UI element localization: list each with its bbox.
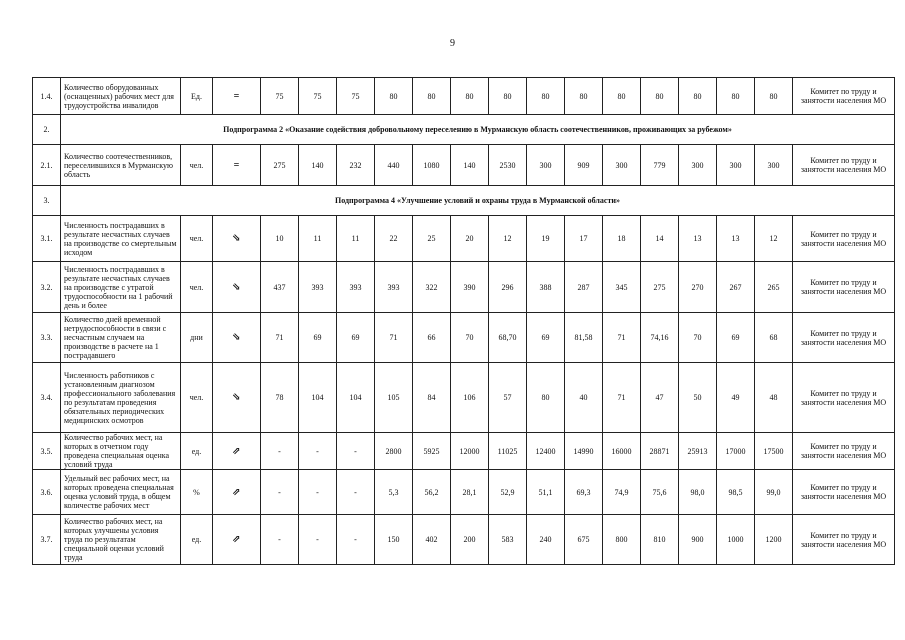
value-cell: 300 bbox=[527, 145, 565, 186]
value-cell: 106 bbox=[451, 363, 489, 433]
value-cell: 50 bbox=[679, 363, 717, 433]
value-cell: 296 bbox=[489, 262, 527, 313]
responsible-cell: Комитет по труду и занятости населения МО bbox=[793, 433, 895, 470]
value-cell: 51,1 bbox=[527, 470, 565, 515]
trend-cell bbox=[213, 216, 261, 262]
subprogram-row bbox=[33, 115, 895, 145]
value-cell: 75 bbox=[337, 78, 375, 115]
table-row bbox=[33, 470, 895, 515]
value-cell: 2800 bbox=[375, 433, 413, 470]
value-cell: 69 bbox=[337, 313, 375, 363]
subprogram-row bbox=[33, 186, 895, 216]
indicator-name: Количество дней временной нетрудоспособности в связи с несчастным случаем на производстве в расчете на 1 пострадавшего bbox=[61, 313, 181, 363]
value-cell: 1000 bbox=[717, 515, 755, 565]
arrow-up-icon: ⇗ bbox=[232, 534, 241, 545]
indicator-name: Численность пострадавших в результате несчастных случаев на производстве со смертельным исходом bbox=[61, 216, 181, 262]
responsible-cell: Комитет по труду и занятости населения МО bbox=[793, 262, 895, 313]
unit-cell: Ед. bbox=[181, 78, 213, 115]
value-cell: 270 bbox=[679, 262, 717, 313]
value-cell: 52,9 bbox=[489, 470, 527, 515]
responsible-cell: Комитет по труду и занятости населения МО bbox=[793, 515, 895, 565]
responsible-cell: Комитет по труду и занятости населения МО bbox=[793, 470, 895, 515]
trend-cell bbox=[213, 470, 261, 515]
value-cell: - bbox=[299, 470, 337, 515]
value-cell: - bbox=[261, 515, 299, 565]
value-cell: 75 bbox=[261, 78, 299, 115]
indicator-name: Количество рабочих мест, на которых улучшены условия труда по результатам специальной оценки условий труда bbox=[61, 515, 181, 565]
value-cell: 74,9 bbox=[603, 470, 641, 515]
row-number: 2. bbox=[33, 115, 61, 145]
row-number: 3. bbox=[33, 186, 61, 216]
value-cell: 1200 bbox=[755, 515, 793, 565]
value-cell: 81,58 bbox=[565, 313, 603, 363]
trend-cell bbox=[213, 363, 261, 433]
value-cell: 275 bbox=[261, 145, 299, 186]
value-cell: 16000 bbox=[603, 433, 641, 470]
row-number: 3.7. bbox=[33, 515, 61, 565]
value-cell: 437 bbox=[261, 262, 299, 313]
value-cell: 12 bbox=[489, 216, 527, 262]
value-cell: 300 bbox=[603, 145, 641, 186]
value-cell: 84 bbox=[413, 363, 451, 433]
table-row bbox=[33, 145, 895, 186]
value-cell: 287 bbox=[565, 262, 603, 313]
responsible-cell: Комитет по труду и занятости населения МО bbox=[793, 145, 895, 186]
table-row bbox=[33, 262, 895, 313]
value-cell: 909 bbox=[565, 145, 603, 186]
trend-cell bbox=[213, 313, 261, 363]
value-cell: - bbox=[299, 433, 337, 470]
unit-cell: ед. bbox=[181, 515, 213, 565]
value-cell: 14990 bbox=[565, 433, 603, 470]
value-cell: 80 bbox=[717, 78, 755, 115]
responsible-cell: Комитет по труду и занятости населения МО bbox=[793, 78, 895, 115]
value-cell: 80 bbox=[603, 78, 641, 115]
table-row bbox=[33, 216, 895, 262]
value-cell: 104 bbox=[337, 363, 375, 433]
value-cell: 70 bbox=[679, 313, 717, 363]
value-cell: 5,3 bbox=[375, 470, 413, 515]
value-cell: 10 bbox=[261, 216, 299, 262]
value-cell: 25 bbox=[413, 216, 451, 262]
value-cell: 80 bbox=[489, 78, 527, 115]
value-cell: 80 bbox=[679, 78, 717, 115]
value-cell: 393 bbox=[337, 262, 375, 313]
value-cell: 80 bbox=[641, 78, 679, 115]
value-cell: 140 bbox=[451, 145, 489, 186]
row-number: 3.5. bbox=[33, 433, 61, 470]
trend-cell bbox=[213, 262, 261, 313]
value-cell: - bbox=[261, 433, 299, 470]
unit-cell: чел. bbox=[181, 262, 213, 313]
responsible-cell: Комитет по труду и занятости населения МО bbox=[793, 363, 895, 433]
arrow-up-icon: ⇗ bbox=[232, 445, 241, 457]
value-cell: 98,0 bbox=[679, 470, 717, 515]
value-cell: 69 bbox=[717, 313, 755, 363]
value-cell: 74,16 bbox=[641, 313, 679, 363]
value-cell: 12000 bbox=[451, 433, 489, 470]
value-cell: 98,5 bbox=[717, 470, 755, 515]
arrow-up-icon: ⇗ bbox=[232, 486, 241, 498]
value-cell: 275 bbox=[641, 262, 679, 313]
unit-cell: чел. bbox=[181, 363, 213, 433]
value-cell: 28871 bbox=[641, 433, 679, 470]
row-number: 3.3. bbox=[33, 313, 61, 363]
value-cell: 105 bbox=[375, 363, 413, 433]
value-cell: 11 bbox=[299, 216, 337, 262]
table-row bbox=[33, 433, 895, 470]
value-cell: 57 bbox=[489, 363, 527, 433]
value-cell: 388 bbox=[527, 262, 565, 313]
value-cell: 71 bbox=[603, 363, 641, 433]
value-cell: 47 bbox=[641, 363, 679, 433]
indicator-name: Количество соотечественников, переселившихся в Мурманскую область bbox=[61, 145, 181, 186]
value-cell: 70 bbox=[451, 313, 489, 363]
value-cell: - bbox=[337, 433, 375, 470]
subprogram-title: Подпрограмма 4 «Улучшение условий и охраны труда в Мурманской области» bbox=[61, 186, 895, 216]
value-cell: 900 bbox=[679, 515, 717, 565]
value-cell: 2530 bbox=[489, 145, 527, 186]
unit-cell: чел. bbox=[181, 216, 213, 262]
unit-cell: % bbox=[181, 470, 213, 515]
arrow-down-icon: ⇘ bbox=[232, 233, 241, 244]
arrow-down-icon: ⇘ bbox=[232, 332, 241, 343]
row-number: 2.1. bbox=[33, 145, 61, 186]
value-cell: 11 bbox=[337, 216, 375, 262]
value-cell: 393 bbox=[375, 262, 413, 313]
table-row bbox=[33, 515, 895, 565]
responsible-cell: Комитет по труду и занятости населения МО bbox=[793, 216, 895, 262]
value-cell: 68 bbox=[755, 313, 793, 363]
unit-cell: чел. bbox=[181, 145, 213, 186]
value-cell: 583 bbox=[489, 515, 527, 565]
indicator-name: Удельный вес рабочих мест, на которых проведена специальная оценка условий труда, в общем количестве рабочих мест bbox=[61, 470, 181, 515]
value-cell: 390 bbox=[451, 262, 489, 313]
arrow-down-icon: ⇘ bbox=[232, 392, 241, 403]
value-cell: 675 bbox=[565, 515, 603, 565]
value-cell: - bbox=[337, 470, 375, 515]
table-row bbox=[33, 363, 895, 433]
value-cell: 80 bbox=[375, 78, 413, 115]
row-number: 3.6. bbox=[33, 470, 61, 515]
value-cell: 28,1 bbox=[451, 470, 489, 515]
value-cell: 19 bbox=[527, 216, 565, 262]
trend-cell bbox=[213, 515, 261, 565]
indicator-name: Численность работников с установленным диагнозом профессионального заболевания по результатам проведения обязательных периодических медицинских осмотров bbox=[61, 363, 181, 433]
value-cell: 17 bbox=[565, 216, 603, 262]
row-number: 3.4. bbox=[33, 363, 61, 433]
value-cell: 71 bbox=[603, 313, 641, 363]
value-cell: 779 bbox=[641, 145, 679, 186]
value-cell: 150 bbox=[375, 515, 413, 565]
value-cell: 69,3 bbox=[565, 470, 603, 515]
value-cell: 402 bbox=[413, 515, 451, 565]
indicators-table bbox=[32, 77, 895, 565]
value-cell: 99,0 bbox=[755, 470, 793, 515]
value-cell: 14 bbox=[641, 216, 679, 262]
value-cell: 200 bbox=[451, 515, 489, 565]
value-cell: 80 bbox=[413, 78, 451, 115]
value-cell: 48 bbox=[755, 363, 793, 433]
equals-icon: = bbox=[233, 90, 240, 102]
value-cell: 80 bbox=[565, 78, 603, 115]
value-cell: 71 bbox=[375, 313, 413, 363]
value-cell: 440 bbox=[375, 145, 413, 186]
value-cell: 80 bbox=[527, 78, 565, 115]
value-cell: 17500 bbox=[755, 433, 793, 470]
value-cell: 1080 bbox=[413, 145, 451, 186]
value-cell: 69 bbox=[527, 313, 565, 363]
trend-cell bbox=[213, 78, 261, 115]
value-cell: 300 bbox=[679, 145, 717, 186]
value-cell: 12 bbox=[755, 216, 793, 262]
value-cell: 12400 bbox=[527, 433, 565, 470]
unit-cell: дни bbox=[181, 313, 213, 363]
value-cell: 80 bbox=[755, 78, 793, 115]
value-cell: 300 bbox=[755, 145, 793, 186]
trend-cell bbox=[213, 145, 261, 186]
value-cell: 20 bbox=[451, 216, 489, 262]
value-cell: 800 bbox=[603, 515, 641, 565]
value-cell: 25913 bbox=[679, 433, 717, 470]
value-cell: 232 bbox=[337, 145, 375, 186]
value-cell: 810 bbox=[641, 515, 679, 565]
indicator-name: Количество рабочих мест, на которых в отчетном году проведена специальная оценка условий труда bbox=[61, 433, 181, 470]
value-cell: - bbox=[299, 515, 337, 565]
trend-cell bbox=[213, 433, 261, 470]
arrow-down-icon: ⇘ bbox=[232, 281, 241, 293]
value-cell: 66 bbox=[413, 313, 451, 363]
value-cell: 49 bbox=[717, 363, 755, 433]
value-cell: 265 bbox=[755, 262, 793, 313]
indicator-name: Численность пострадавших в результате несчастных случаев на производстве с утратой трудоспособности на 1 рабочий день и более bbox=[61, 262, 181, 313]
value-cell: 40 bbox=[565, 363, 603, 433]
value-cell: 22 bbox=[375, 216, 413, 262]
row-number: 1.4. bbox=[33, 78, 61, 115]
value-cell: 300 bbox=[717, 145, 755, 186]
value-cell: 240 bbox=[527, 515, 565, 565]
equals-icon: = bbox=[233, 159, 240, 171]
value-cell: 13 bbox=[679, 216, 717, 262]
table-row bbox=[33, 78, 895, 115]
value-cell: 68,70 bbox=[489, 313, 527, 363]
value-cell: 345 bbox=[603, 262, 641, 313]
subprogram-title: Подпрограмма 2 «Оказание содействия добровольному переселению в Мурманскую область соотечественников, проживающих за рубежом» bbox=[61, 115, 895, 145]
value-cell: 104 bbox=[299, 363, 337, 433]
value-cell: 56,2 bbox=[413, 470, 451, 515]
value-cell: - bbox=[261, 470, 299, 515]
value-cell: 140 bbox=[299, 145, 337, 186]
value-cell: 75,6 bbox=[641, 470, 679, 515]
value-cell: 71 bbox=[261, 313, 299, 363]
row-number: 3.2. bbox=[33, 262, 61, 313]
row-number: 3.1. bbox=[33, 216, 61, 262]
value-cell: 78 bbox=[261, 363, 299, 433]
value-cell: 75 bbox=[299, 78, 337, 115]
value-cell: 11025 bbox=[489, 433, 527, 470]
responsible-cell: Комитет по труду и занятости населения МО bbox=[793, 313, 895, 363]
value-cell: 17000 bbox=[717, 433, 755, 470]
indicator-name: Количество оборудованных (оснащенных) рабочих мест для трудоустройства инвалидов bbox=[61, 78, 181, 115]
value-cell: - bbox=[337, 515, 375, 565]
value-cell: 5925 bbox=[413, 433, 451, 470]
page-number: 9 bbox=[450, 38, 455, 49]
value-cell: 322 bbox=[413, 262, 451, 313]
value-cell: 69 bbox=[299, 313, 337, 363]
value-cell: 18 bbox=[603, 216, 641, 262]
value-cell: 267 bbox=[717, 262, 755, 313]
value-cell: 393 bbox=[299, 262, 337, 313]
value-cell: 80 bbox=[527, 363, 565, 433]
unit-cell: ед. bbox=[181, 433, 213, 470]
value-cell: 80 bbox=[451, 78, 489, 115]
value-cell: 13 bbox=[717, 216, 755, 262]
table-row bbox=[33, 313, 895, 363]
